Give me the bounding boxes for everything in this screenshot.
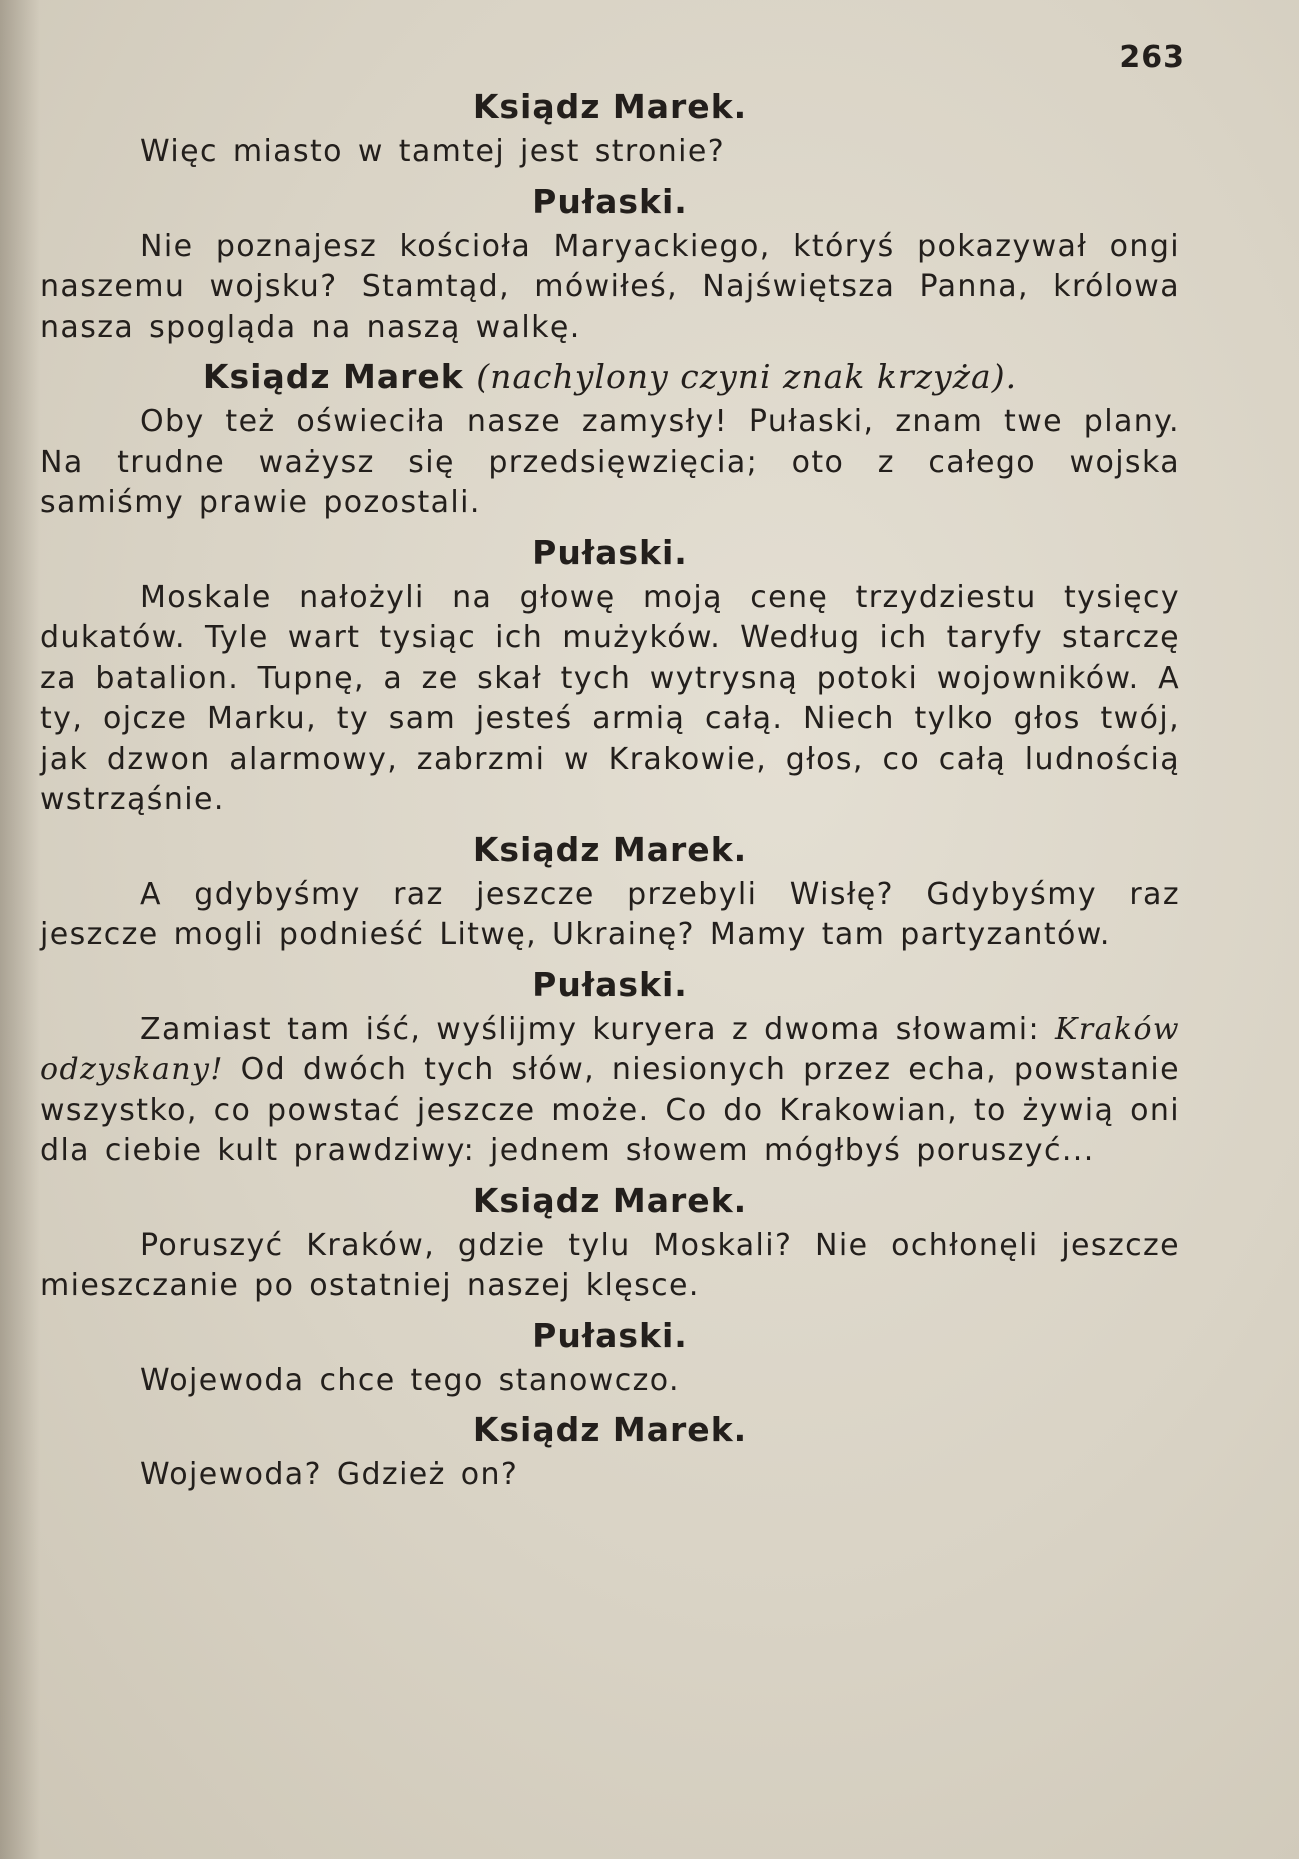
stage-direction: (nachylony czyni znak krzyża). — [476, 357, 1018, 396]
speaker-heading: Pułaski. — [532, 532, 688, 572]
paragraph-text: Zamiast tam iść, wyślijmy kuryera z dwoma słowami: — [140, 1011, 1056, 1047]
dialogue-paragraph: Wojewoda chce tego stanowczo. — [140, 1362, 680, 1398]
dialogue-paragraph: Nie poznajesz kościoła Maryackiego, któryś pokazywał ongi naszemu wojsku? Stamtąd, mówiłeś, Najświętsza Panna, królowa nasza spogląda na naszą walkę. — [40, 228, 1180, 345]
dialogue-paragraph: Wojewoda? Gdzież on? — [140, 1457, 519, 1492]
dialogue-paragraph: A gdybyśmy raz jeszcze przebyli Wisłę? Gdybyśmy raz jeszcze mogli podnieść Litwę, Ukrainę? Mamy tam partyzantów. — [40, 876, 1180, 952]
speaker-heading: Ksiądz Marek. — [472, 1410, 748, 1449]
speaker-heading: Pułaski. — [532, 964, 688, 1004]
page-content — [40, 80, 1180, 1502]
dialogue-paragraph: Oby też oświeciła nasze zamysły! Pułaski, znam twe plany. Na trudne ważysz się przedsięwzięcia; oto z całego wojska samiśmy prawie pozostali. — [40, 404, 1180, 520]
dialogue-paragraph — [40, 1010, 1180, 1172]
speaker-heading: Pułaski. — [532, 181, 688, 221]
paragraph-text: Od dwóch tych słów, niesionych przez echa, powstanie wszystko, co powstać jeszcze może. Co do Krakowian, to żywią oni dla ciebie kult prawdziwy: jednem słowem mógłbyś poruszyć... — [40, 1052, 1180, 1168]
dialogue-paragraph: Poruszyć Kraków, gdzie tylu Moskali? Nie ochłonęli jeszcze mieszczanie po ostatniej naszej klęsce. — [40, 1227, 1180, 1303]
page-number: 263 — [1119, 40, 1185, 75]
speaker-heading — [40, 354, 1180, 400]
dialogue-paragraph: Moskale nałożyli na głowę moją cenę trzydziestu tysięcy dukatów. Tyle wart tysiąc ich mużyków. Według ich taryfy starczę za batalion. Tupnę, a ze skał tych wytrysną potoki wojowników. A ty, ojcze Marku, ty sam jesteś armią całą. Niech tylko głos twój, jak dzwon alarmowy, zabrzmi w Krakowie, głos, co całą ludnością wstrząśnie. — [40, 579, 1180, 817]
speaker-heading: Ksiądz Marek. — [472, 829, 748, 869]
gutter-shadow — [0, 0, 40, 1859]
italic-phrase: Kraków odzyskany! — [40, 1011, 1180, 1087]
speaker-heading: Ksiądz Marek. — [472, 1180, 748, 1220]
speaker-heading: Pułaski. — [532, 1315, 688, 1355]
speaker-name: Ksiądz Marek — [202, 357, 464, 396]
dialogue-paragraph: Więc miasto w tamtej jest stronie? — [140, 134, 726, 169]
speaker-heading: Ksiądz Marek. — [472, 87, 748, 126]
